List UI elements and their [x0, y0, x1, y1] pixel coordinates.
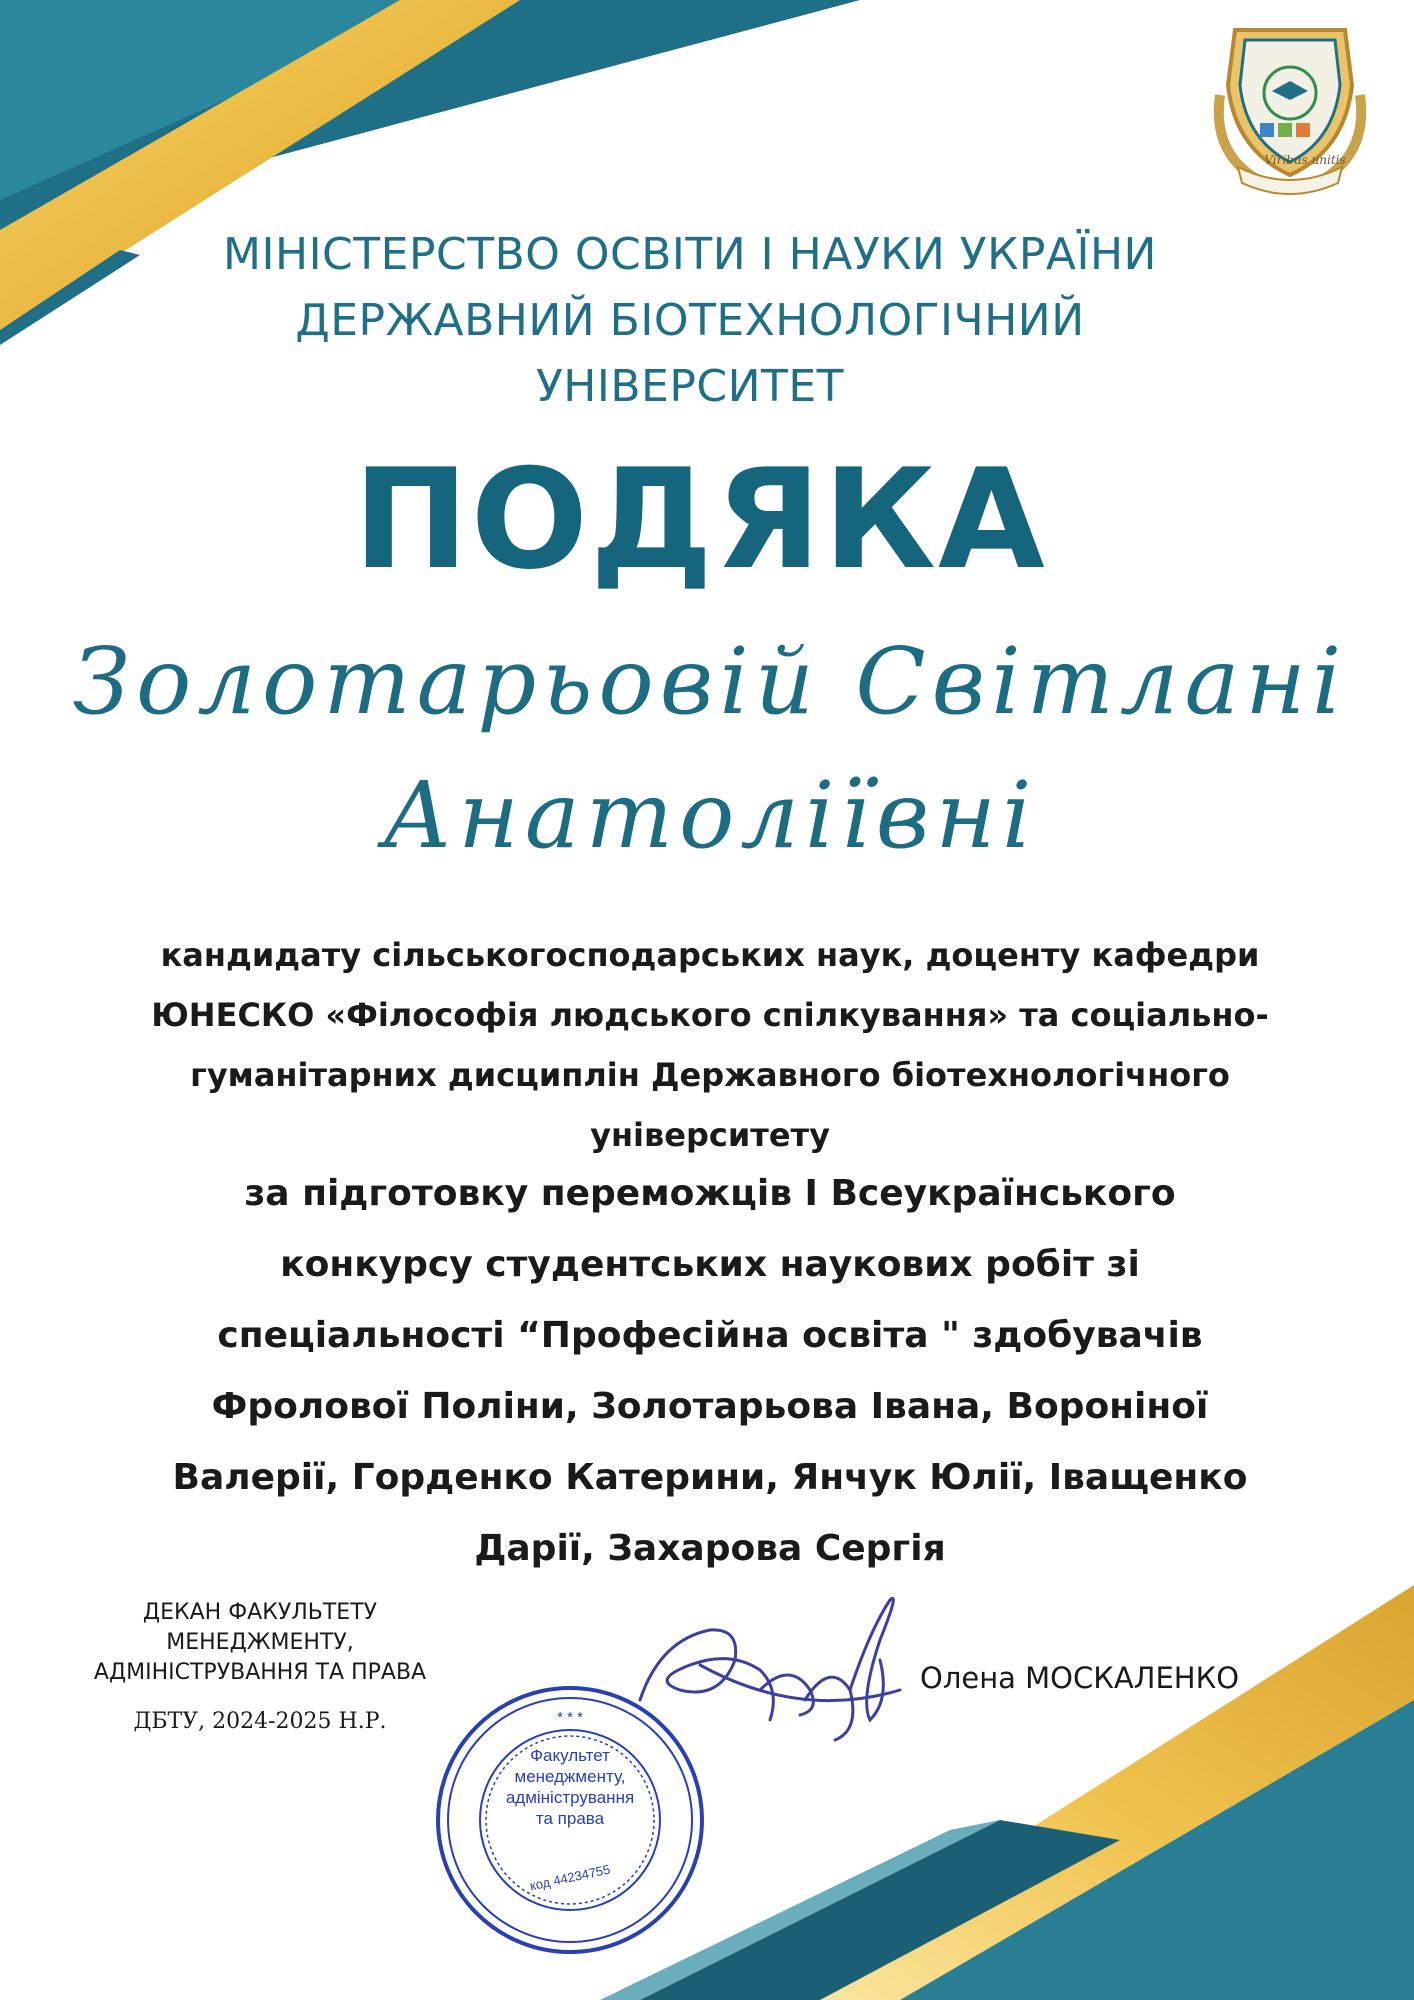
signer-name: Олена МОСКАЛЕНКО	[920, 1661, 1240, 1695]
dean-title-line: АДМІНІСТРУВАННЯ ТА ПРАВА	[93, 1660, 427, 1685]
emblem-motto: Viribus unitis	[1264, 153, 1346, 167]
header-line: УНІВЕРСИТЕТ	[535, 361, 845, 412]
reason-line: конкурсу студентських наукових робіт зі	[280, 1244, 1140, 1285]
recipient-position	[120, 925, 1300, 1165]
document-title: ПОДЯКА	[353, 439, 1047, 600]
reason-line: за підготовку переможців І Всеукраїнського	[244, 1173, 1176, 1214]
reason-line: Валерії, Горденко Катерини, Янчук Юлії, Іващенко	[172, 1457, 1248, 1498]
reason-line: Дарії, Захарова Сергія	[474, 1528, 946, 1569]
header-line: ДЕРЖАВНИЙ БІОТЕХНОЛОГІЧНИЙ	[295, 295, 1085, 346]
position-line: ЮНЕСКО «Філософія людського спілкування» та соціально-	[151, 996, 1269, 1034]
university-emblem	[1219, 30, 1362, 194]
seal-line: Факультет	[530, 1746, 610, 1765]
reason-line: спеціальності “Професійна освіта " здобувачів	[217, 1315, 1203, 1356]
position-line: гуманітарних дисциплін Державного біотехнологічного	[190, 1056, 1230, 1094]
ministry-header	[140, 222, 1240, 420]
seal-line: та права	[535, 1809, 605, 1828]
recipient-name	[60, 615, 1360, 883]
dean-title	[60, 1598, 460, 1688]
position-line: університету	[590, 1116, 830, 1154]
seal-inner-text	[505, 1745, 635, 1829]
seal-line: менеджменту,	[514, 1767, 626, 1786]
reason-line: Фролової Поліни, Золотарьова Івана, Вороніної	[211, 1386, 1209, 1427]
dean-subtitle: ДБТУ, 2024-2025 Н.Р.	[133, 1709, 387, 1734]
svg-text:* * *: * * *	[557, 1709, 583, 1726]
position-line: кандидату сільськогосподарських наук, доценту кафедри	[160, 936, 1260, 974]
recipient-line: Анатоліївні	[382, 762, 1038, 869]
handwritten-signature	[640, 1598, 900, 1740]
header-line: МІНІСТЕРСТВО ОСВІТИ І НАУКИ УКРАЇНИ	[223, 229, 1157, 280]
dean-title-line: МЕНЕДЖМЕНТУ,	[166, 1630, 354, 1655]
dean-title-line: ДЕКАН ФАКУЛЬТЕТУ	[142, 1600, 378, 1625]
seal-line: адміністрування	[505, 1788, 635, 1807]
recipient-line: Золотарьовій Світлані	[72, 628, 1348, 735]
seal-code: код 44234755	[528, 1861, 612, 1894]
award-reason	[150, 1158, 1270, 1584]
